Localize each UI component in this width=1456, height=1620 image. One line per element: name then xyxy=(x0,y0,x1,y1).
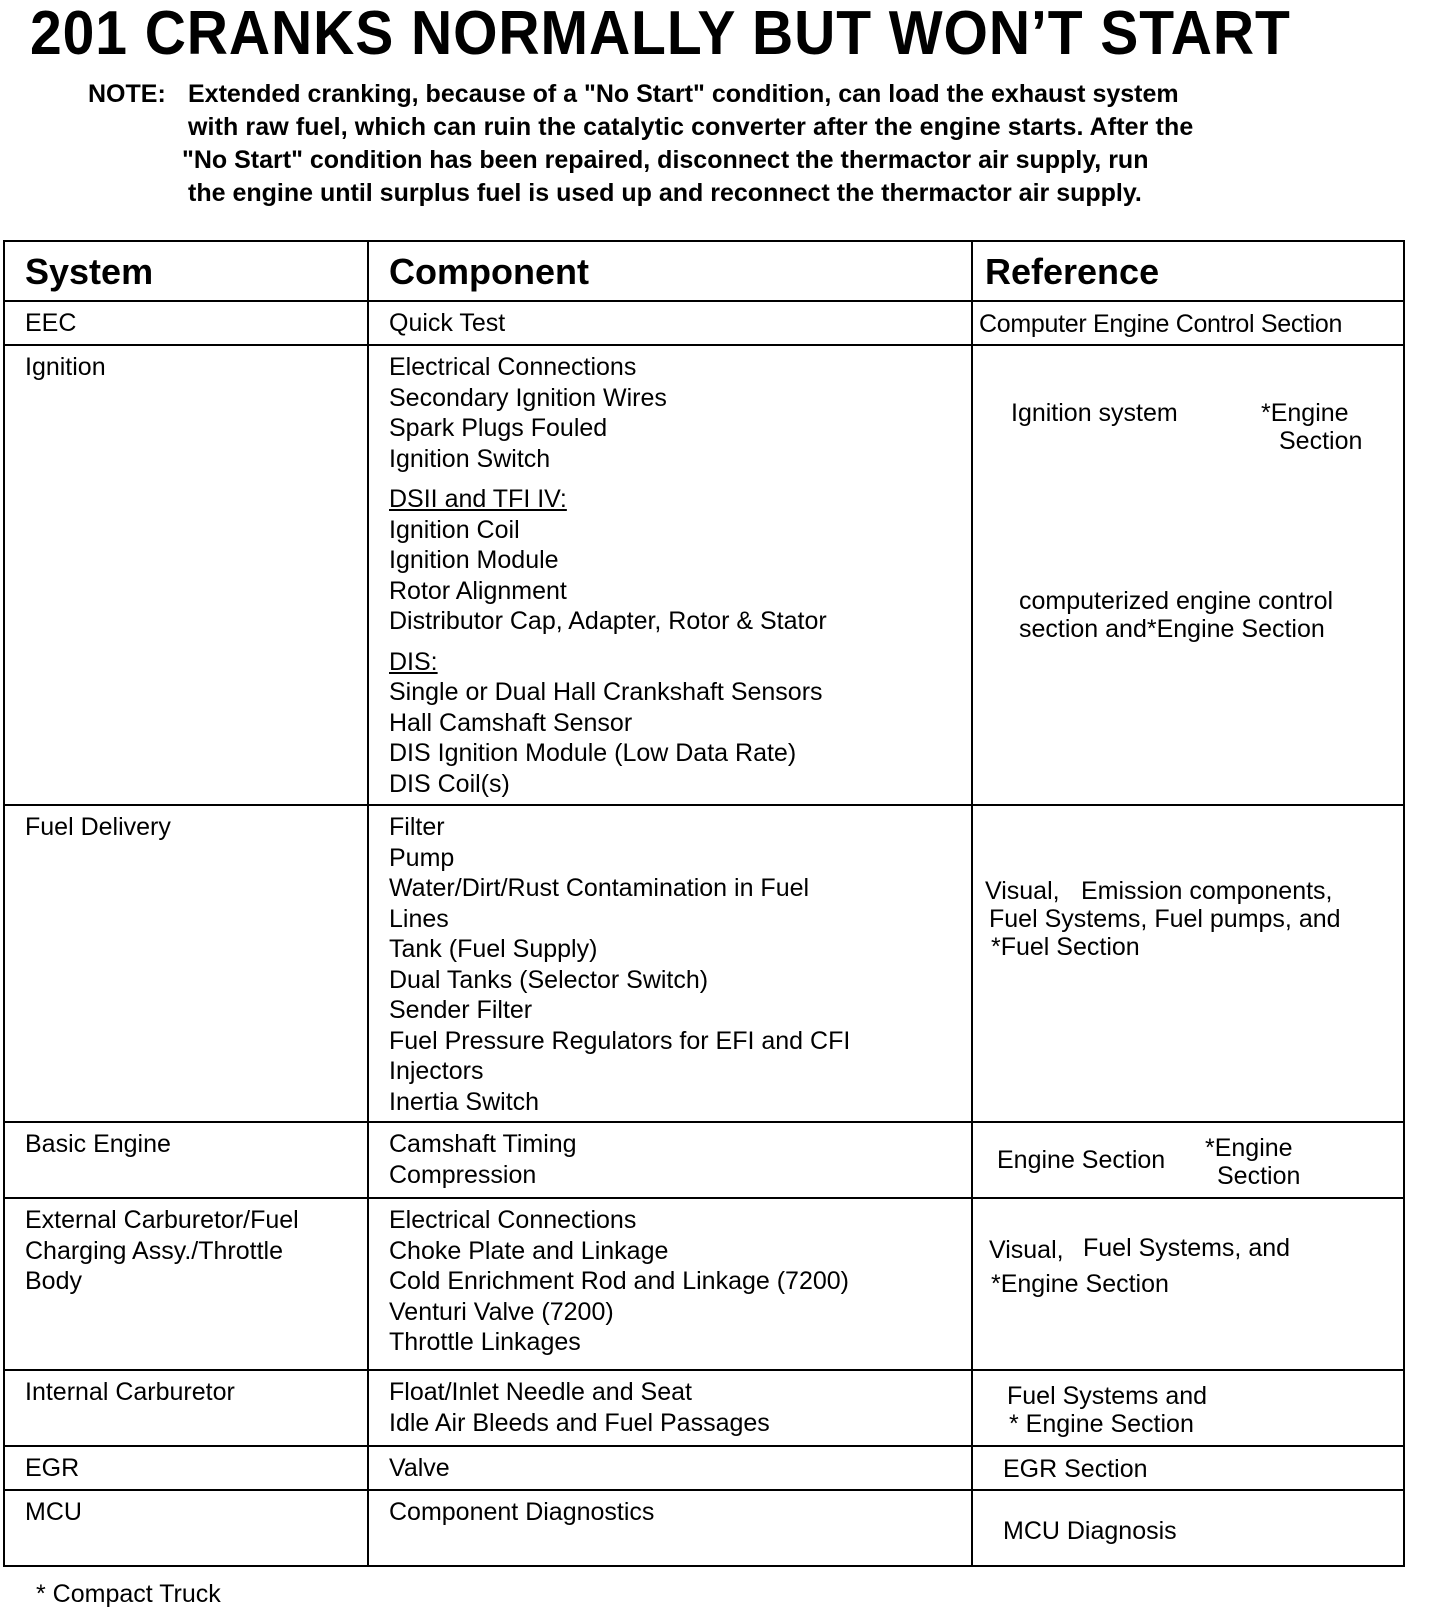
note-body xyxy=(182,78,1408,210)
reference-text: Emission components, xyxy=(1081,877,1333,905)
system-cell xyxy=(4,1198,368,1370)
component-item: Spark Plugs Fouled xyxy=(389,414,608,442)
component-item: Water/Dirt/Rust Contamination in Fuel xyxy=(389,874,810,902)
component-item: DIS Ignition Module (Low Data Rate) xyxy=(389,739,797,767)
component-item: Compression xyxy=(389,1160,537,1189)
component-item: Fuel Pressure Regulators for EFI and CFI xyxy=(389,1026,851,1055)
reference-text: Section xyxy=(1217,1162,1301,1190)
component-item: Camshaft Timing xyxy=(389,1130,577,1158)
component-item: Ignition Coil xyxy=(389,515,520,544)
reference-text: *Engine xyxy=(1205,1134,1293,1162)
component-cell xyxy=(368,301,972,345)
component-item: Distributor Cap, Adapter, Rotor & Stator xyxy=(389,607,827,635)
reference-text: Section xyxy=(1279,427,1363,455)
reference-text: Engine Section xyxy=(997,1146,1166,1174)
reference-cell xyxy=(972,301,1404,345)
header-component: Component xyxy=(368,241,972,301)
system-cell: EEC xyxy=(4,301,368,345)
table-row xyxy=(4,1370,1404,1446)
reference-text: Fuel Systems and xyxy=(1007,1382,1208,1410)
component-item: Filter xyxy=(389,813,445,841)
system-cell: Internal Carburetor xyxy=(4,1370,368,1446)
component-item: Sender Filter xyxy=(389,996,533,1024)
component-item: Throttle Linkages xyxy=(389,1328,581,1356)
table-row xyxy=(4,1446,1404,1490)
component-item: Idle Air Bleeds and Fuel Passages xyxy=(389,1408,770,1437)
component-item: Pump xyxy=(389,843,455,872)
reference-cell xyxy=(972,1490,1404,1566)
system-line: External Carburetor/Fuel xyxy=(25,1206,299,1234)
component-cell xyxy=(368,1198,972,1370)
system-cell: MCU xyxy=(4,1490,368,1566)
diagnosis-table xyxy=(3,240,1405,1567)
reference-text: section and*Engine Section xyxy=(1019,615,1325,643)
component-item: Choke Plate and Linkage xyxy=(389,1236,669,1265)
header-system: System xyxy=(4,241,368,301)
component-subheading: DIS: xyxy=(389,647,438,676)
component-cell xyxy=(368,1370,972,1446)
component-item: Tank (Fuel Supply) xyxy=(389,935,598,963)
note-line: "No Start" condition has been repaired, disconnect the thermactor air supply, run xyxy=(182,146,1149,174)
system-line: Body xyxy=(25,1267,82,1295)
reference-text: *Engine xyxy=(1261,399,1349,427)
table-row xyxy=(4,1198,1404,1370)
component-item: Secondary Ignition Wires xyxy=(389,383,667,412)
component-item: Venturi Valve (7200) xyxy=(389,1297,614,1326)
header-row xyxy=(4,241,1404,301)
reference-cell xyxy=(972,1370,1404,1446)
component-item: DIS Coil(s) xyxy=(389,769,510,798)
component-item: Single or Dual Hall Crankshaft Sensors xyxy=(389,678,823,706)
reference-text: EGR Section xyxy=(1003,1454,1148,1483)
system-cell: Fuel Delivery xyxy=(4,805,368,1122)
footnote: * Compact Truck xyxy=(36,1580,221,1608)
reference-cell xyxy=(972,1198,1404,1370)
system-line: Charging Assy./Throttle xyxy=(25,1236,283,1265)
table-row xyxy=(4,301,1404,345)
component-item: Inertia Switch xyxy=(389,1087,540,1116)
reference-text: MCU Diagnosis xyxy=(1003,1516,1177,1545)
component-item: Component Diagnostics xyxy=(389,1498,655,1526)
reference-cell xyxy=(972,1122,1404,1198)
reference-cell xyxy=(972,1446,1404,1490)
component-item: Valve xyxy=(389,1454,450,1482)
note-line: Extended cranking, because of a "No Start" condition, can load the exhaust system xyxy=(188,80,1179,108)
reference-text: * Engine Section xyxy=(1009,1410,1194,1438)
component-subheading: DSII and TFI IV: xyxy=(389,485,567,513)
reference-text: Visual, xyxy=(985,877,1060,905)
note-line: the engine until surplus fuel is used up and reconnect the thermactor air supply. xyxy=(188,179,1142,207)
component-item: Hall Camshaft Sensor xyxy=(389,708,633,737)
component-item: Float/Inlet Needle and Seat xyxy=(389,1378,692,1406)
reference-cell xyxy=(972,345,1404,805)
note-label: NOTE: xyxy=(88,80,166,108)
component-item: Lines xyxy=(389,904,449,933)
system-cell: Ignition xyxy=(4,345,368,805)
system-cell: Basic Engine xyxy=(4,1122,368,1198)
reference-cell xyxy=(972,805,1404,1122)
reference-text: computerized engine control xyxy=(1019,587,1334,615)
reference-text: Fuel Systems, Fuel pumps, and xyxy=(989,905,1341,933)
component-cell xyxy=(368,345,972,805)
component-cell xyxy=(368,1122,972,1198)
table-row xyxy=(4,345,1404,805)
reference-text: Computer Engine Control Section xyxy=(979,309,1343,338)
reference-text: Ignition system xyxy=(1011,399,1178,427)
component-item: Injectors xyxy=(389,1057,484,1085)
reference-text: *Fuel Section xyxy=(991,933,1140,961)
note-line: with raw fuel, which can ruin the catalytic converter after the engine starts. After the xyxy=(188,113,1194,141)
component-cell xyxy=(368,1446,972,1490)
component-item: Electrical Connections xyxy=(389,353,637,381)
component-item: Rotor Alignment xyxy=(389,576,567,605)
table-row xyxy=(4,805,1404,1122)
component-item: Quick Test xyxy=(389,309,506,337)
reference-text: Visual, xyxy=(989,1236,1064,1264)
reference-text: *Engine Section xyxy=(991,1270,1169,1298)
reference-text: Fuel Systems, and xyxy=(1083,1234,1291,1262)
component-item: Electrical Connections xyxy=(389,1206,637,1234)
header-reference: Reference xyxy=(972,241,1404,301)
component-item: Cold Enrichment Rod and Linkage (7200) xyxy=(389,1267,849,1295)
component-cell xyxy=(368,1490,972,1566)
component-item: Ignition Switch xyxy=(389,444,551,473)
table-row xyxy=(4,1490,1404,1566)
component-cell xyxy=(368,805,972,1122)
table-row xyxy=(4,1122,1404,1198)
component-item: Ignition Module xyxy=(389,546,559,574)
page-title: 201 CRANKS NORMALLY BUT WON’T START xyxy=(30,0,1291,68)
system-cell: EGR xyxy=(4,1446,368,1490)
component-item: Dual Tanks (Selector Switch) xyxy=(389,965,709,994)
